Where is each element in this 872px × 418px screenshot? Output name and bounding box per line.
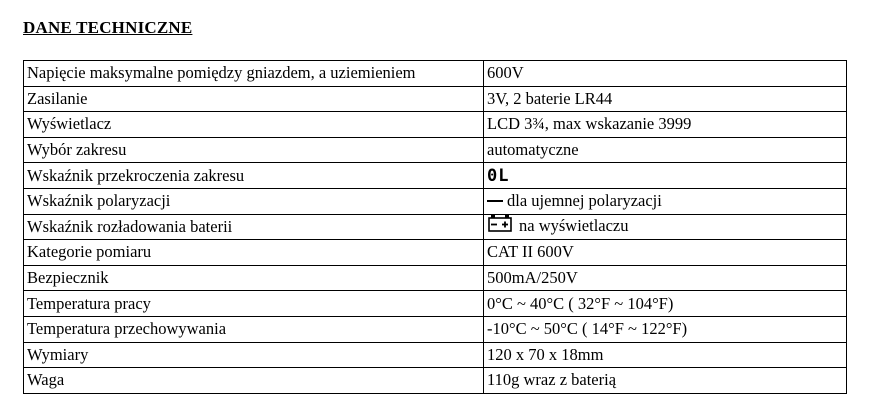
row-value: 600V xyxy=(484,61,847,87)
row-value xyxy=(484,188,847,214)
row-value-text: dla ujemnej polaryzacji xyxy=(507,191,662,211)
row-value: -10°C ~ 50°C ( 14°F ~ 122°F) xyxy=(484,316,847,342)
row-value: CAT II 600V xyxy=(484,240,847,266)
table-row xyxy=(24,188,847,214)
row-value: LCD 3¾, max wskazanie 3999 xyxy=(484,112,847,138)
table-row xyxy=(24,214,847,240)
row-label: Zasilanie xyxy=(24,86,484,112)
row-value: automatyczne xyxy=(484,137,847,163)
section-title: DANE TECHNICZNE xyxy=(23,18,193,37)
overload-symbol: 0L xyxy=(487,165,510,186)
row-value: 500mA/250V xyxy=(484,265,847,291)
row-label: Wymiary xyxy=(24,342,484,368)
row-label: Wskaźnik rozładowania baterii xyxy=(24,214,484,240)
row-label: Wskaźnik polaryzacji xyxy=(24,188,484,214)
row-label: Kategorie pomiaru xyxy=(24,240,484,266)
table-row xyxy=(24,265,847,291)
battery-icon xyxy=(487,214,513,236)
row-label: Wskaźnik przekroczenia zakresu xyxy=(24,163,484,189)
row-value xyxy=(484,214,847,240)
row-value: 110g wraz z baterią xyxy=(484,368,847,394)
table-row xyxy=(24,240,847,266)
table-row xyxy=(24,163,847,189)
row-label: Temperatura pracy xyxy=(24,291,484,317)
row-value: 3V, 2 baterie LR44 xyxy=(484,86,847,112)
row-label: Wyświetlacz xyxy=(24,112,484,138)
table-row xyxy=(24,342,847,368)
row-label: Bezpiecznik xyxy=(24,265,484,291)
row-value: 0°C ~ 40°C ( 32°F ~ 104°F) xyxy=(484,291,847,317)
row-label: Waga xyxy=(24,368,484,394)
table-row xyxy=(24,368,847,394)
table-row xyxy=(24,112,847,138)
row-label: Wybór zakresu xyxy=(24,137,484,163)
row-value: 120 x 70 x 18mm xyxy=(484,342,847,368)
row-value-text: na wyświetlaczu xyxy=(519,216,629,236)
table-row xyxy=(24,316,847,342)
table-row xyxy=(24,291,847,317)
minus-sign-icon xyxy=(487,200,503,202)
row-label: Temperatura przechowywania xyxy=(24,316,484,342)
spec-table xyxy=(23,60,847,394)
row-value xyxy=(484,163,847,189)
row-label: Napięcie maksymalne pomiędzy gniazdem, a uziemieniem xyxy=(24,61,484,87)
table-row xyxy=(24,137,847,163)
table-row xyxy=(24,86,847,112)
table-row xyxy=(24,61,847,87)
